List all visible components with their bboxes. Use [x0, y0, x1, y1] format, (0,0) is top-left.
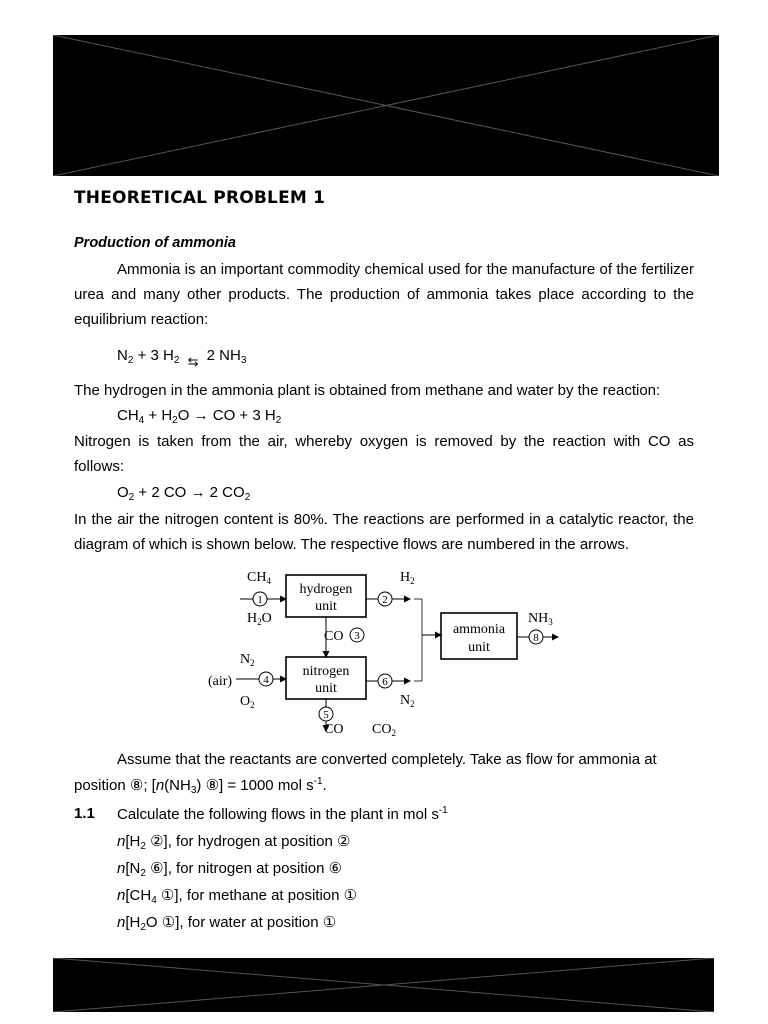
- label-n2-in: $N_2$: [240, 652, 255, 668]
- flow-number-8: 8: [533, 632, 539, 644]
- flow-number-2: 2: [382, 594, 388, 606]
- nitrogen-unit-label-2: unit: [315, 681, 337, 696]
- label-co-bottom: CO: [324, 722, 344, 737]
- flow-number-5: 5: [323, 709, 329, 721]
- question-item-1: $n[H_2$ ②], for hydrogen at position ②: [117, 833, 351, 852]
- label-n2-out: $N_2$: [400, 693, 415, 709]
- assume-line-1: Assume that the reactants are converted completely. Take as flow for ammonia at: [117, 751, 657, 768]
- ammonia-unit-label-1: ammonia: [452, 622, 506, 637]
- footer-band: [53, 958, 714, 1012]
- label-ch4: $CH_4$: [247, 570, 271, 586]
- flow-number-3: 3: [354, 630, 360, 642]
- nitrogen-source-paragraph: Nitrogen is taken from the air, whereby oxygen is removed by the reaction with CO as follows:: [74, 433, 694, 475]
- question-number: 1.1: [74, 805, 95, 822]
- header-band: [53, 35, 719, 176]
- label-o2: $O_2$: [240, 694, 255, 710]
- hydrogen-unit-label-2: unit: [315, 599, 337, 614]
- label-h2: $H_2$: [400, 570, 415, 586]
- section-subtitle: Production of ammonia: [74, 235, 236, 251]
- assume-line-2: position ⑧; [$n(NH_3)$ ⑧] = 1000 mol $s^{-1}$.: [74, 776, 327, 796]
- air-content-paragraph: In the air the nitrogen content is 80%. The reactions are performed in a catalytic reactor, the diagram of which is shown below. The respective flows are numbered in the arrows.: [74, 511, 694, 553]
- placeholder-cross-icon: [53, 35, 719, 176]
- equation-steam-reforming: $CH_4 + H_2O$ → CO + 3 $H_2$: [117, 407, 282, 426]
- label-nh3: $NH_3$: [528, 611, 553, 627]
- page-title: THEORETICAL PROBLEM 1: [74, 188, 326, 208]
- nitrogen-unit-label-1: nitrogen: [302, 664, 350, 679]
- equation-ammonia-equilibrium: $N_2 + 3$ $H_2$ ⇆ 2 $NH_3$: [117, 347, 247, 369]
- equation-oxygen-removal: $O_2 + 2$ CO → 2 $CO_2$: [117, 484, 251, 503]
- label-air: (air): [208, 674, 233, 689]
- flow-number-6: 6: [382, 676, 388, 688]
- question-prompt: Calculate the following flows in the plant in mol $s^{-1}$: [117, 805, 448, 823]
- process-flow-diagram: [200, 563, 580, 743]
- placeholder-cross-icon: [53, 958, 714, 1012]
- ammonia-unit-label-2: unit: [468, 640, 490, 655]
- label-co-middle: CO: [324, 629, 344, 644]
- question-item-2: $n[N_2$ ⑥], for nitrogen at position ⑥: [117, 860, 343, 879]
- hydrogen-source-text: The hydrogen in the ammonia plant is obtained from methane and water by the reaction:: [74, 382, 661, 399]
- equilibrium-arrow-icon: ⇆: [187, 354, 199, 369]
- flow-number-4: 4: [263, 674, 269, 686]
- question-item-3: $n[CH_4$ ①], for methane at position ①: [117, 887, 358, 906]
- label-h2o: $H_2O$: [247, 611, 272, 627]
- question-item-4: $n[H_2O$ ①], for water at position ①: [117, 914, 337, 933]
- hydrogen-unit-label-1: hydrogen: [299, 582, 353, 597]
- label-co2: $CO_2$: [372, 722, 396, 738]
- intro-paragraph: Ammonia is an important commodity chemical used for the manufacture of the fertilizer urea and many other products. The production of ammonia takes place according to the equilibrium reaction:: [74, 261, 694, 328]
- flow-number-1: 1: [257, 594, 263, 606]
